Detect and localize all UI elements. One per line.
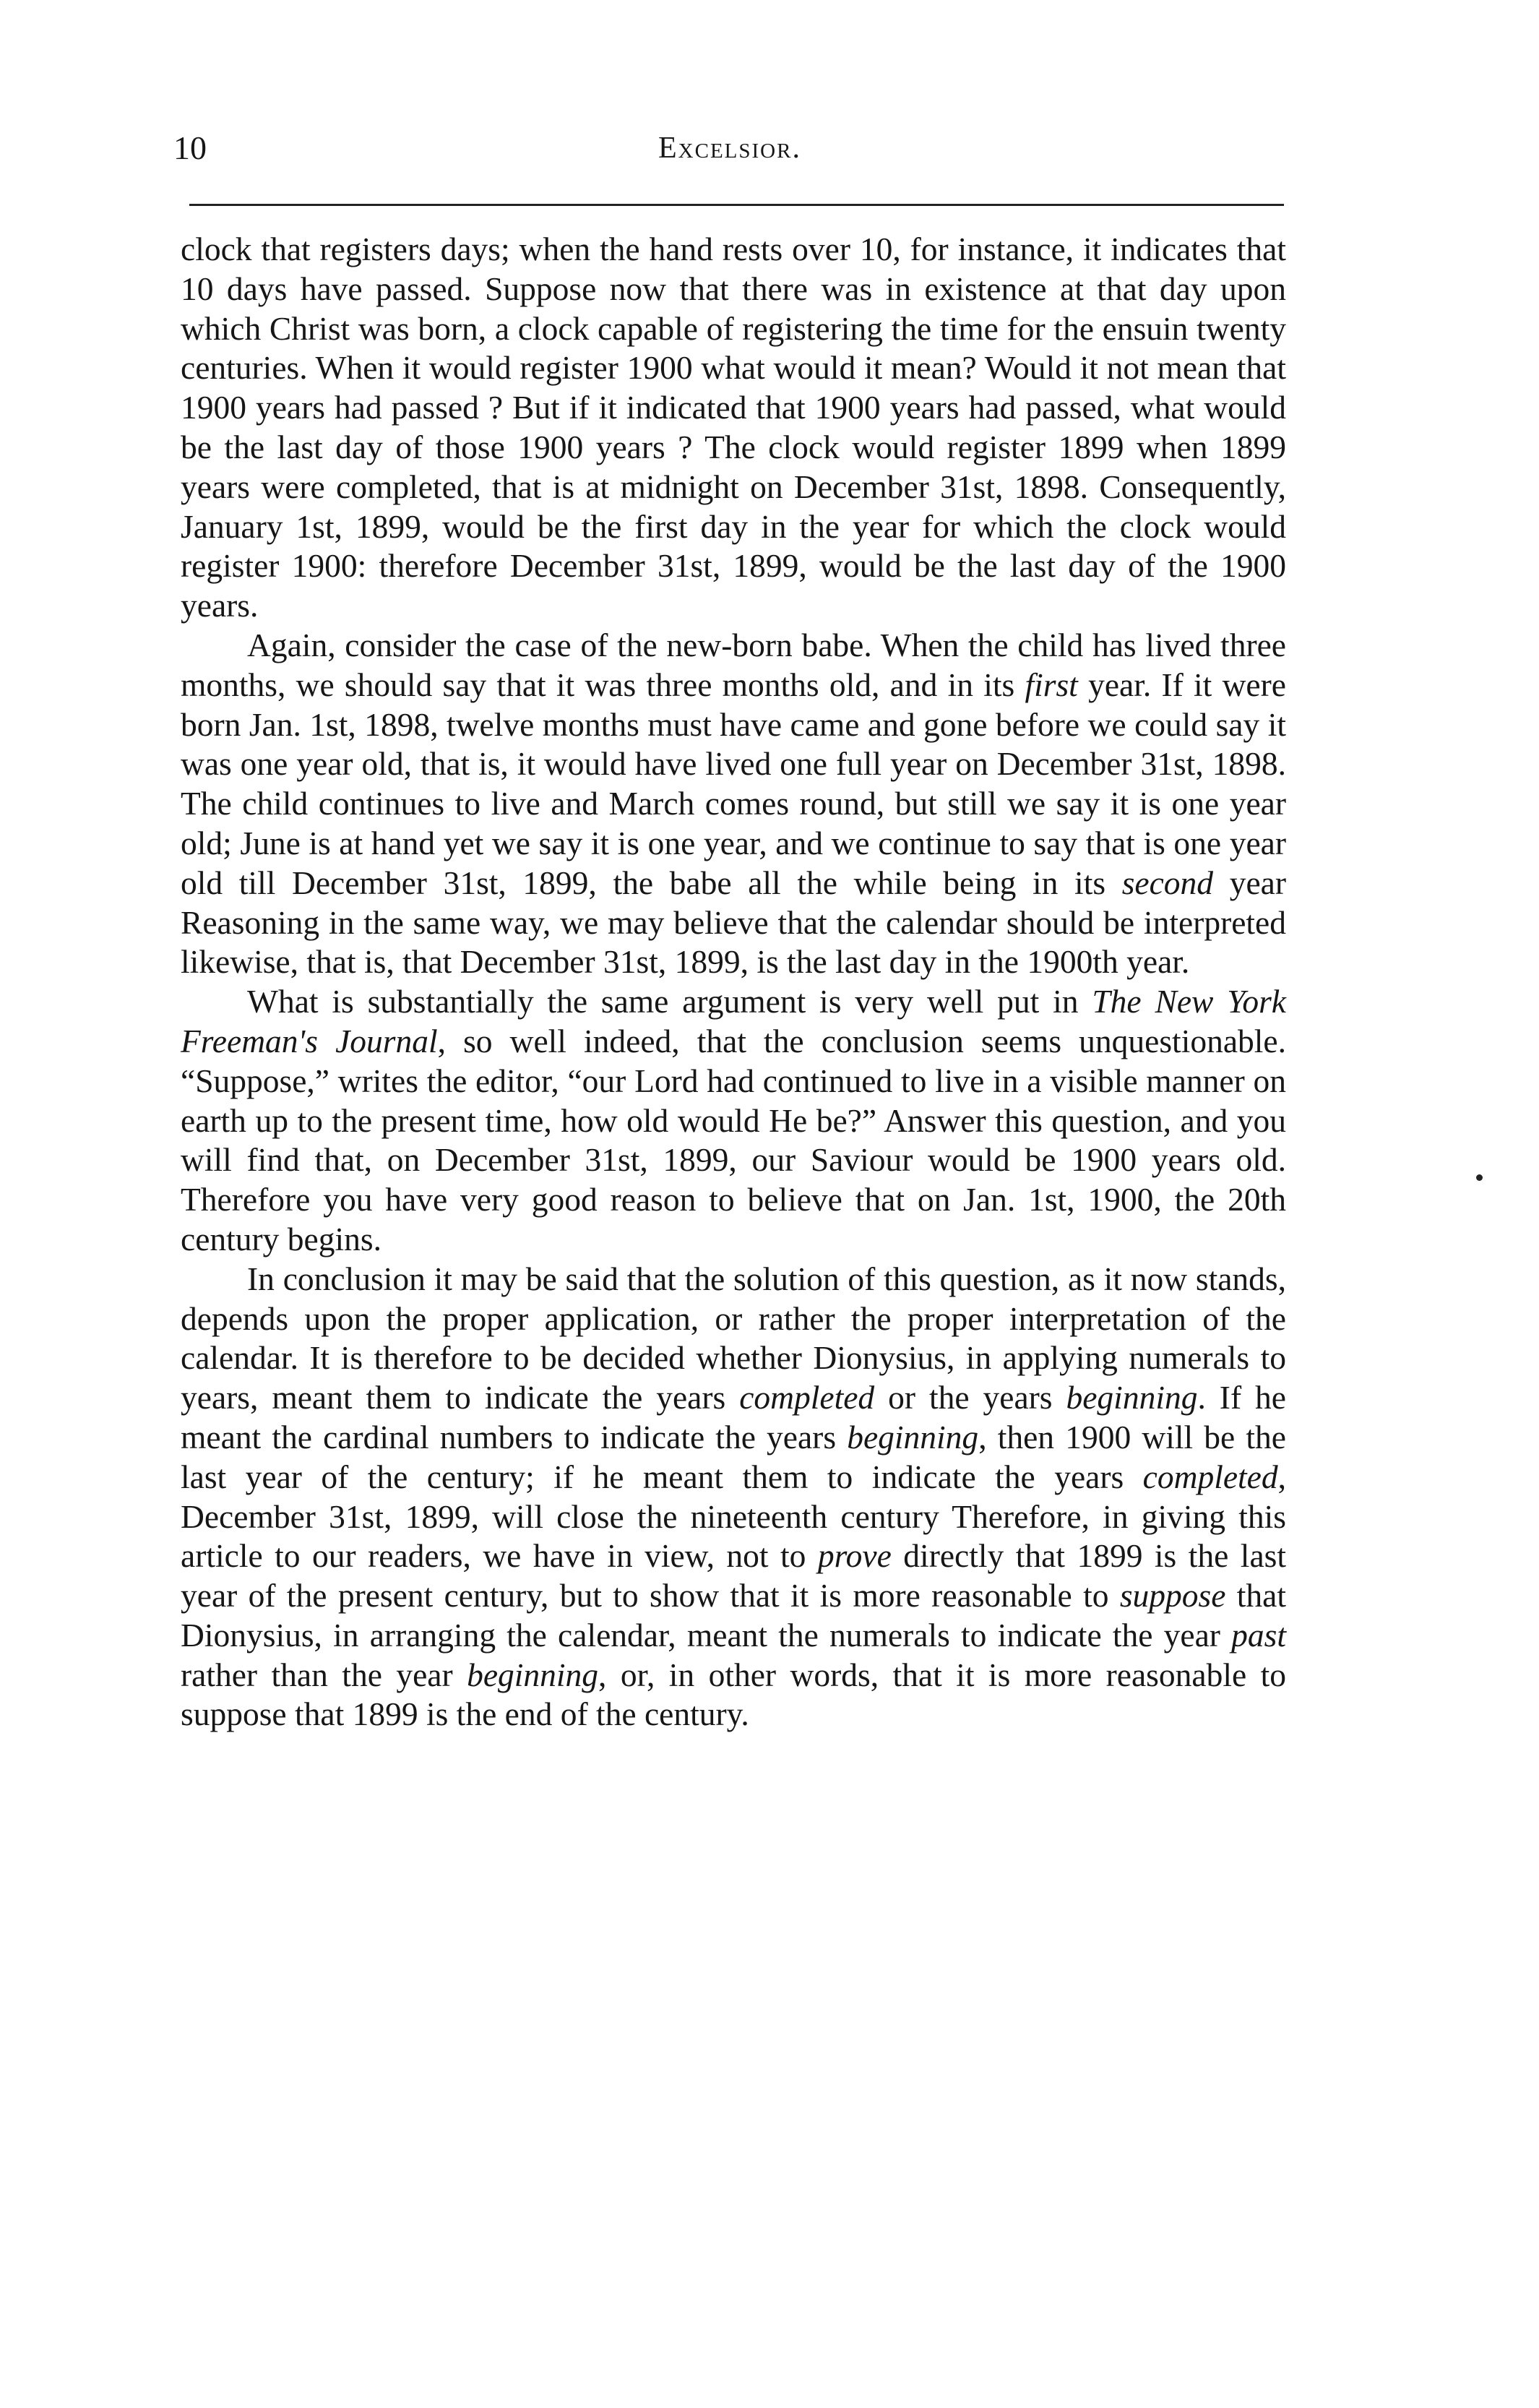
paragraph bbox=[181, 230, 1286, 626]
text-run: , or, in other words, that it is more reasonable to suppose that 1899 is the end of the century. bbox=[181, 1656, 1286, 1733]
text-run: that Dionysius, in arranging the calendar, meant the numerals to indicate the year bbox=[181, 1577, 1287, 1654]
header-rule bbox=[189, 204, 1284, 206]
text-run: Again, consider the case of the new-born babe. When the child has lived three months, we should say that it was three months old, and in its bbox=[181, 626, 1286, 703]
running-title: Excelsior. bbox=[658, 132, 801, 165]
italic-text: suppose bbox=[1119, 1577, 1226, 1614]
italic-text: first bbox=[1025, 666, 1078, 703]
text-run: , so well indeed, that the conclusion seems unquestionable. “Suppose,” writes the editor, “our Lord had continued to live in a visible manner on earth up to the present time, how old would He be?” Answer this question, and you will find that, on December 31st, 1899, our Saviour would be 1900 years old. Therefore you have very good reason to believe that on Jan. 1st, 1900, the 20th century begins. bbox=[181, 1022, 1286, 1257]
paragraph bbox=[181, 626, 1286, 982]
italic-text: second bbox=[1121, 864, 1214, 901]
text-run: year. If it were born Jan. 1st, 1898, twelve months must have came and gone before we could say it was one year old, that is, it would have lived one full year on December 31st, 1898. The child continues to live and March comes round, but still we say it is one year old; June is at hand yet we say it is one year, and we continue to say that is one year old till December 31st, 1899, the babe all the while being in its bbox=[181, 666, 1286, 901]
text-run: In conclusion it may be said that the solution of this question, as it now stands, depends upon the proper application, or rather the proper interpretation of the calendar. It is therefore to be decided whether Dionysius, in applying numerals to years, meant them to indicate the years bbox=[181, 1260, 1286, 1416]
page-number: 10 bbox=[173, 129, 207, 166]
italic-text: beginning bbox=[1066, 1379, 1198, 1416]
text-run: , then 1900 will be the last year of the century; if he meant them to indicate the years bbox=[181, 1418, 1286, 1495]
text-run: year Reasoning in the same way, we may believe that the calendar should be interpreted likewise, that is, that December 31st, 1899, is the last day in the 1900th year. bbox=[181, 864, 1286, 981]
italic-text: prove bbox=[817, 1537, 892, 1575]
text-run: or the years bbox=[874, 1379, 1066, 1416]
italic-text: completed bbox=[1142, 1458, 1278, 1495]
text-run: rather than the year bbox=[181, 1656, 467, 1693]
print-speck bbox=[1476, 1174, 1483, 1181]
italic-text: past bbox=[1231, 1616, 1286, 1654]
paragraph bbox=[181, 982, 1286, 1260]
text-run: , December 31st, 1899, will close the nineteenth century Therefore, in giving this article to our readers, we have in view, not to bbox=[181, 1458, 1286, 1575]
page-header bbox=[173, 126, 1286, 170]
paragraph bbox=[181, 1260, 1286, 1735]
article-body bbox=[181, 230, 1286, 1734]
italic-text: The New York Freeman's Journal bbox=[181, 983, 1286, 1059]
text-run: . If he meant the cardinal numbers to indicate the years bbox=[181, 1379, 1286, 1455]
text-run: What is substantially the same argument is very well put in bbox=[247, 983, 1092, 1020]
italic-text: beginning bbox=[847, 1418, 979, 1455]
italic-text: completed bbox=[739, 1379, 875, 1416]
text-run: directly that 1899 is the last year of the present century, but to show that it is more reasonable to bbox=[181, 1537, 1286, 1614]
text-run: clock that registers days; when the hand rests over 10, for instance, it indicates that 10 days have passed. Suppose now that there was in existence at that day upon which Christ was born, a clock capable of registering the time for the ensuin twenty centuries. When it would register 1900 what would it mean? Would it not mean that 1900 years had passed ? But if it indicated that 1900 years had passed, what would be the last day of those 1900 years ? The clock would register 1899 when 1899 years were completed, that is at midnight on December 31st, 1898. Consequently, January 1st, 1899, would be the first day in the year for which the clock would register 1900: therefore December 31st, 1899, would be the last day of the 1900 years. bbox=[181, 231, 1286, 624]
italic-text: beginning bbox=[467, 1656, 599, 1693]
